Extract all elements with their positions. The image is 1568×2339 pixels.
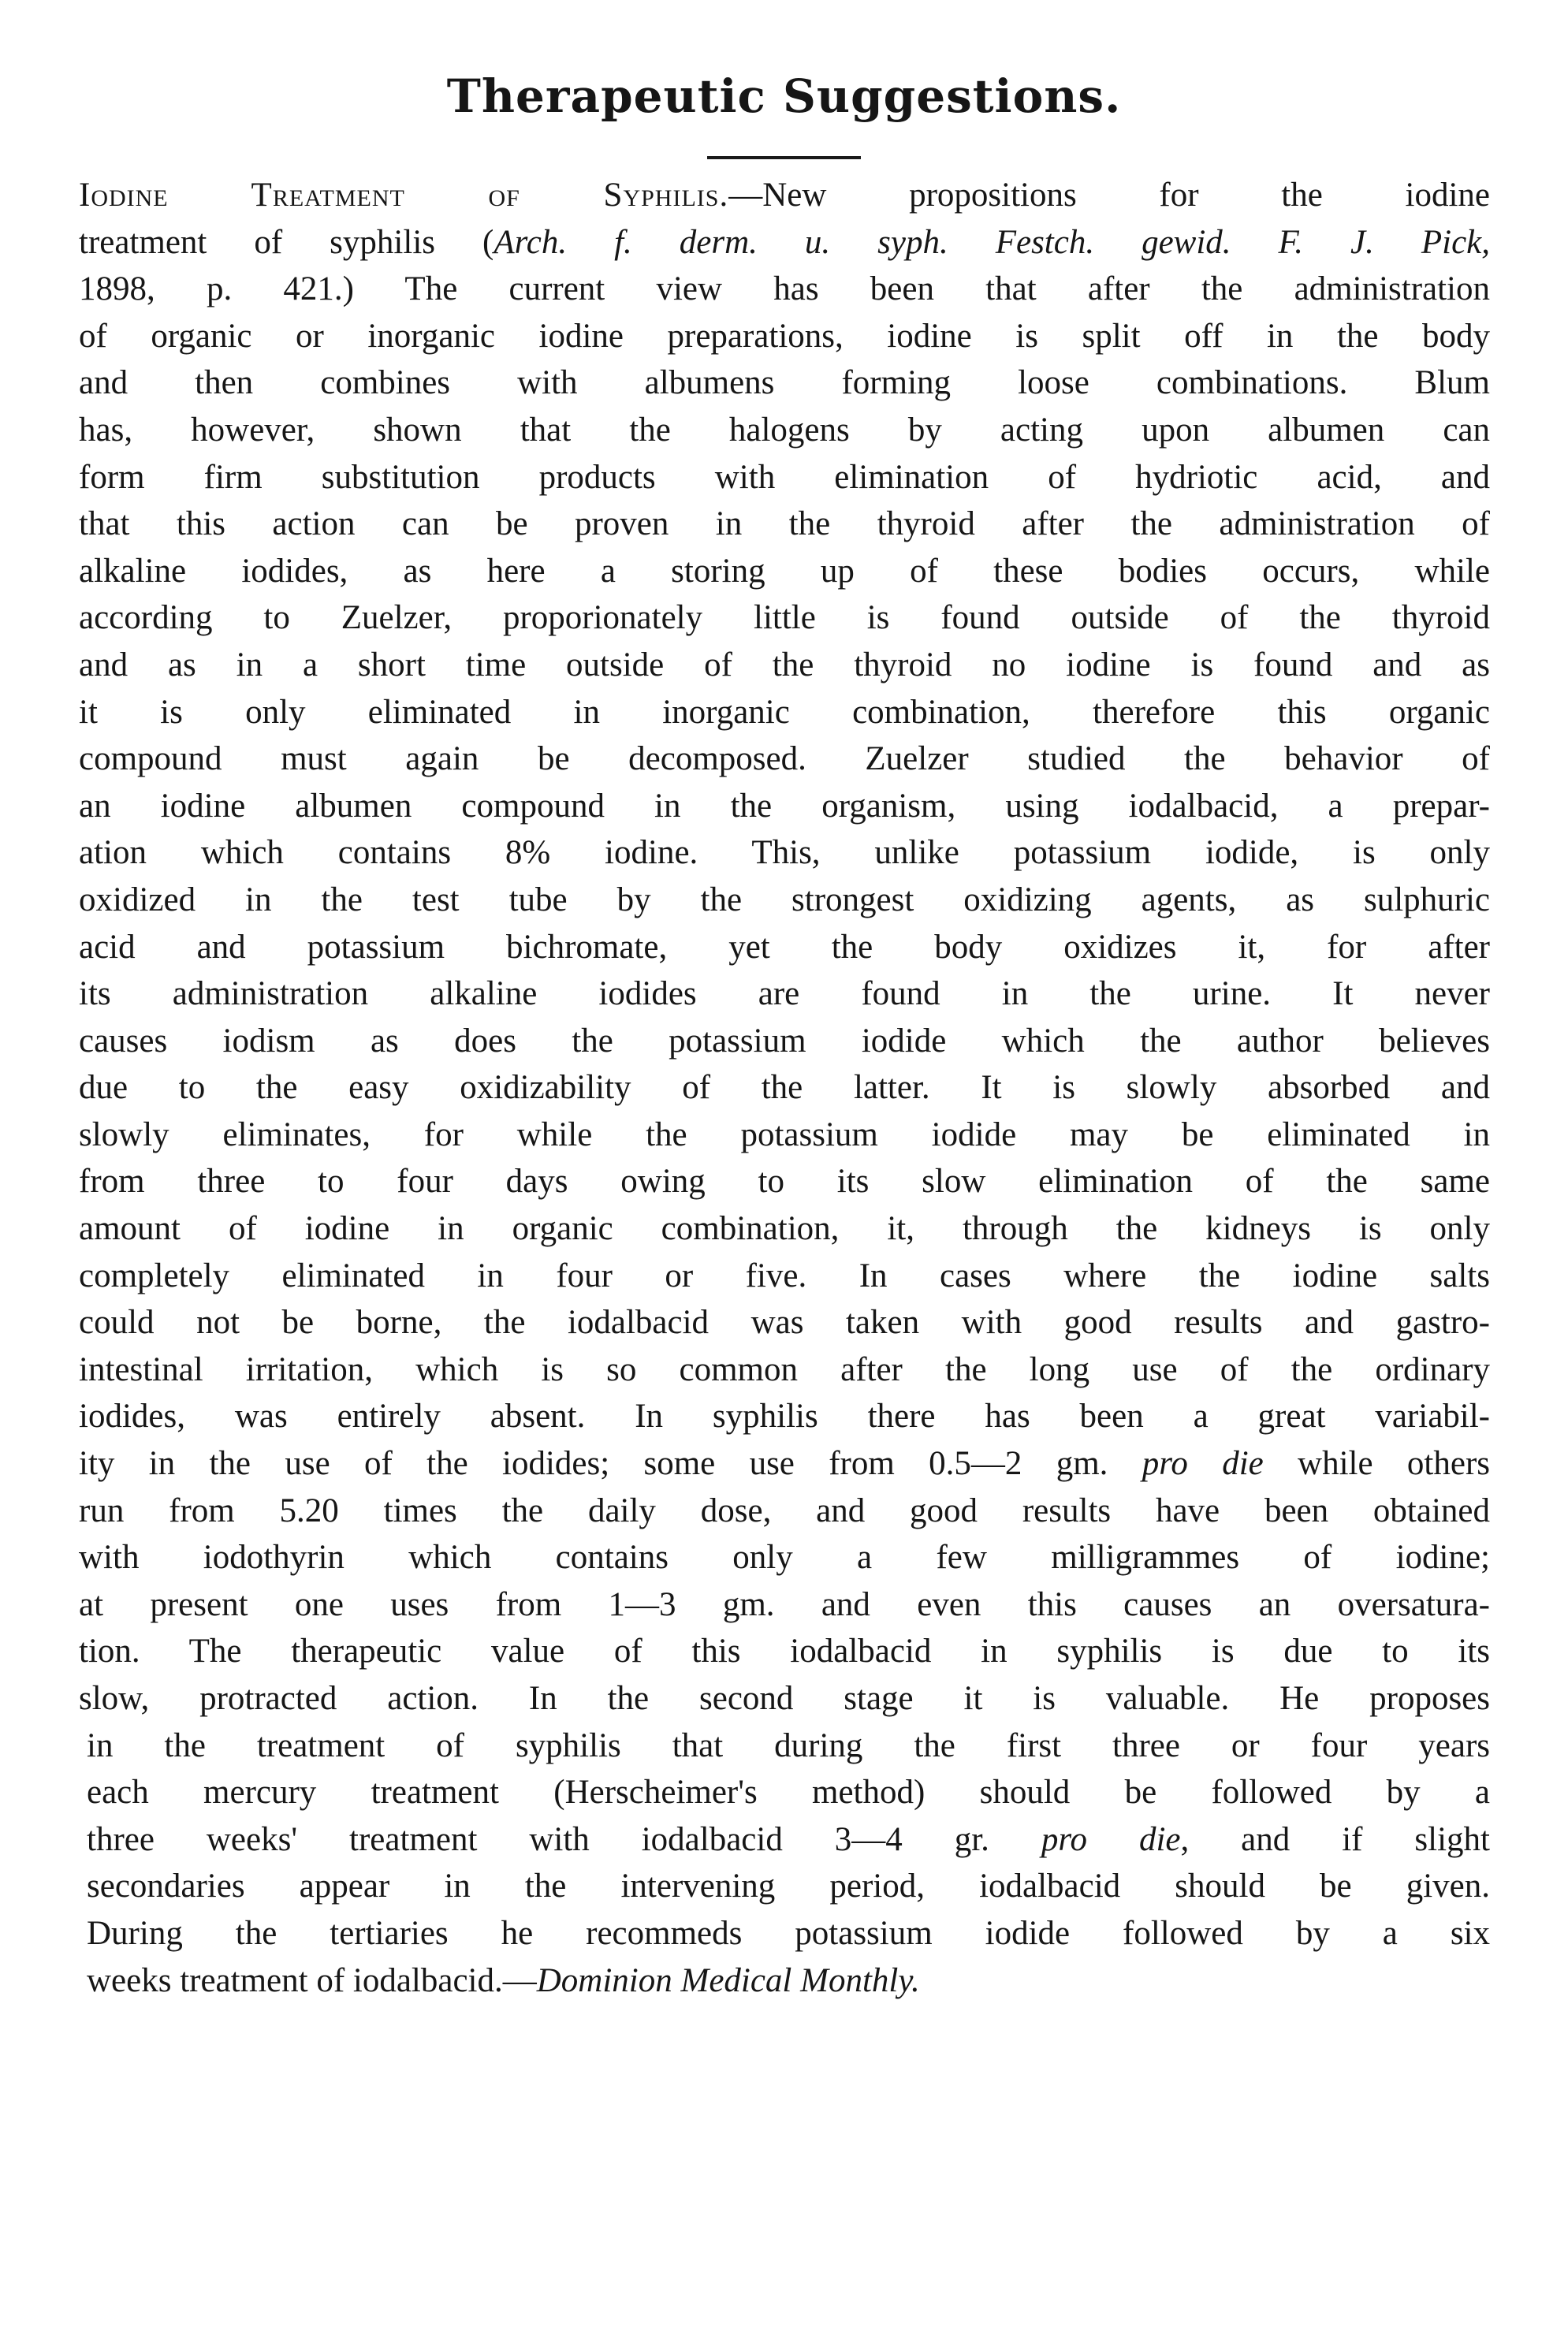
text-run: at present one uses from 1—3 gm. and even this causes an oversatura- [79,1585,1490,1623]
text-run: 1898, p. 421.) The current view has been that after the administration [79,270,1490,308]
text-run: form firm substitution products with elimination of hydriotic acid, and [79,458,1490,496]
text-line [79,172,1490,219]
text-run: from three to four days owing to its slow elimination of the same [79,1163,1490,1201]
italic-text: Dominion Medical Monthly. [536,1961,920,1999]
text-line [79,359,1490,407]
text-line [79,736,1490,783]
text-line [79,1769,1490,1816]
text-line [79,1346,1490,1394]
text-run: secondaries appear in the intervening period, iodalbacid should be given. [87,1868,1490,1905]
page-title: Therapeutic Suggestions. [446,69,1122,123]
article-body [79,172,1490,2004]
text-run: of organic or inorganic iodine preparations, iodine is split off in the body [79,317,1490,355]
text-run: compound must again be decomposed. Zuelzer studied the behavior of [79,740,1490,778]
text-run: oxidized in the test tube by the strongest oxidizing agents, as sulphuric [79,881,1490,918]
text-run: , and if slight [1180,1820,1490,1858]
text-run: slowly eliminates, for while the potassium iodide may be eliminated in [79,1115,1490,1153]
text-line [79,1253,1490,1300]
text-line [79,1723,1490,1770]
text-run: slow, protracted action. In the second stage it is valuable. He proposes [79,1680,1490,1717]
text-line [79,266,1490,313]
text-run: completely eliminated in four or five. In cases where the iodine salts [79,1257,1490,1294]
text-line [79,1816,1490,1864]
text-run: acid and potassium bichromate, yet the body oxidizes it, for after [79,928,1490,966]
text-run: according to Zuelzer, proporionately little is found outside of the thyroid [79,599,1490,637]
text-line [79,1675,1490,1723]
text-run: each mercury treatment (Herscheimer's method) should be followed by a [87,1774,1490,1812]
text-run: treatment of syphilis ( [79,223,494,261]
italic-text: pro die [1142,1445,1264,1483]
title-rule [707,156,861,159]
text-run: run from 5.20 times the daily dose, and good results have been obtained [79,1492,1490,1529]
text-run: ation which contains 8% iodine. This, unlike potassium iodide, is only [79,834,1490,872]
text-line [79,829,1490,877]
text-line [79,454,1490,501]
text-run: three weeks' treatment with iodalbacid 3—4 gr. [87,1820,1041,1858]
text-line [79,970,1490,1018]
text-run: alkaline iodides, as here a storing up of these bodies occurs, while [79,552,1490,590]
text-line [79,1018,1490,1065]
text-line [79,1581,1490,1629]
text-line [79,313,1490,360]
text-line [79,1863,1490,1910]
text-line [79,877,1490,924]
italic-text: pro die [1041,1820,1181,1858]
text-run: and then combines with albumens forming loose combinations. Blum [79,364,1490,402]
text-run: amount of iodine in organic combination, it, through the kidneys is only [79,1210,1490,1248]
text-line [79,407,1490,454]
text-run: in the treatment of syphilis that during the first three or four years [87,1726,1490,1764]
text-line [79,501,1490,548]
text-run: iodides, was entirely absent. In syphilis there has been a great variabil- [79,1398,1490,1436]
text-run: and as in a short time outside of the thyroid no iodine is found and as [79,646,1490,683]
text-run: while others [1263,1445,1491,1483]
text-run: its administration alkaline iodides are found in the urine. It never [79,975,1490,1013]
text-line [79,924,1490,971]
text-line [79,689,1490,736]
text-line [79,548,1490,595]
italic-text: Arch. f. derm. u. syph. Festch. gewid. F. J. Pick, [493,223,1491,261]
text-line [79,1158,1490,1205]
text-line [79,1064,1490,1112]
text-run: tion. The therapeutic value of this iodalbacid in syphilis is due to its [79,1633,1490,1670]
text-line [79,1910,1490,1957]
text-run: an iodine albumen compound in the organism, using iodalbacid, a prepar- [79,787,1490,825]
text-line [79,1299,1490,1346]
text-line [79,642,1490,689]
article-heading: Iodine Treatment of Syphilis. [79,177,729,214]
text-run: it is only eliminated in inorganic combination, therefore this organic [79,693,1490,731]
text-line [79,1957,1490,2005]
text-run: causes iodism as does the potassium iodide which the author believes [79,1022,1490,1060]
text-run: has, however, shown that the halogens by acting upon albumen can [79,411,1490,449]
text-line [79,1205,1490,1253]
text-line [79,594,1490,642]
text-run: could not be borne, the iodalbacid was taken with good results and gastro- [79,1304,1490,1342]
text-run: with iodothyrin which contains only a few milligrammes of iodine; [79,1539,1490,1577]
text-run: that this action can be proven in the thyroid after the administration of [79,505,1490,543]
text-line [79,1440,1490,1488]
text-line [79,783,1490,830]
text-run: During the tertiaries he recommeds potassium iodide followed by a six [87,1914,1490,1952]
text-run: due to the easy oxidizability of the latter. It is slowly absorbed and [79,1069,1490,1107]
text-run: —New propositions for the iodine [728,177,1490,214]
text-line [79,1393,1490,1440]
text-run: ity in the use of the iodides; some use from 0.5—2 gm. [79,1445,1142,1483]
text-line [79,1628,1490,1675]
text-line [79,1488,1490,1535]
text-line [79,1112,1490,1159]
text-line [79,1534,1490,1581]
text-run: intestinal irritation, which is so common after the long use of the ordinary [79,1350,1490,1388]
text-line [79,219,1490,266]
text-run: weeks treatment of iodalbacid.— [87,1961,537,1999]
